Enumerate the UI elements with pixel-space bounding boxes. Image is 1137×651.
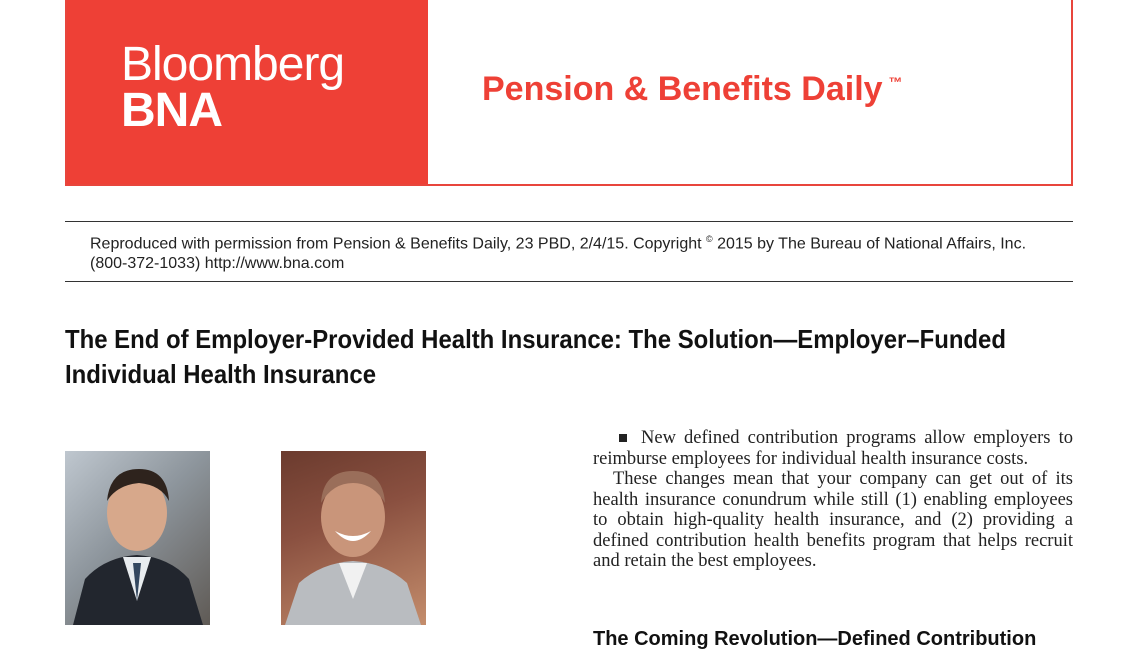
section-subheading: The Coming Revolution—Defined Contribution bbox=[593, 628, 1037, 650]
logo-line-bloomberg: Bloomberg bbox=[121, 38, 345, 91]
article-headline bbox=[65, 322, 1006, 392]
bullet-paragraph bbox=[593, 428, 1073, 469]
publication-name: Pension & Benefits Daily bbox=[482, 70, 883, 108]
repro-text-1: Reproduced with permission from Pension & Benefits Daily, 23 PBD, 2/4/15. Copyright bbox=[90, 235, 706, 253]
repro-text-2: 2015 by The Bureau of National Affairs, Inc. (800-372-1033) http://www.bna.com bbox=[90, 235, 1027, 273]
logo-line-bna: BNA bbox=[121, 84, 222, 137]
author-photo-2 bbox=[281, 451, 426, 625]
author-portrait-2-graphic bbox=[281, 451, 426, 625]
trademark-symbol: ™ bbox=[888, 74, 903, 90]
top-divider bbox=[65, 221, 1073, 222]
headline-line-1: The End of Employer-Provided Health Insurance: The Solution—Employer–Funded bbox=[65, 324, 1006, 354]
article-body bbox=[593, 428, 1073, 572]
bullet-square-icon bbox=[619, 434, 627, 442]
bloomberg-bna-logo bbox=[67, 0, 428, 184]
author-portrait-1-graphic bbox=[65, 451, 210, 625]
author-photo-1 bbox=[65, 451, 210, 625]
masthead-banner bbox=[65, 0, 1073, 186]
reproduction-notice bbox=[90, 229, 1050, 274]
headline-line-2: Individual Health Insurance bbox=[65, 359, 377, 389]
bottom-divider bbox=[65, 281, 1073, 282]
copyright-symbol: © bbox=[706, 234, 713, 244]
logo-wordmark bbox=[121, 38, 345, 137]
body-paragraph: These changes mean that your company can get out of its health insurance conundrum while still (1) enabling employees to obtain high-quality health insurance, and (2) providing a defined contribution health benefits program that helps recruit and retain the best employees. bbox=[593, 469, 1073, 571]
bullet-text: New defined contribution programs allow employers to reimburse employees for individual health insurance costs. bbox=[593, 428, 1073, 469]
publication-title bbox=[482, 70, 903, 109]
